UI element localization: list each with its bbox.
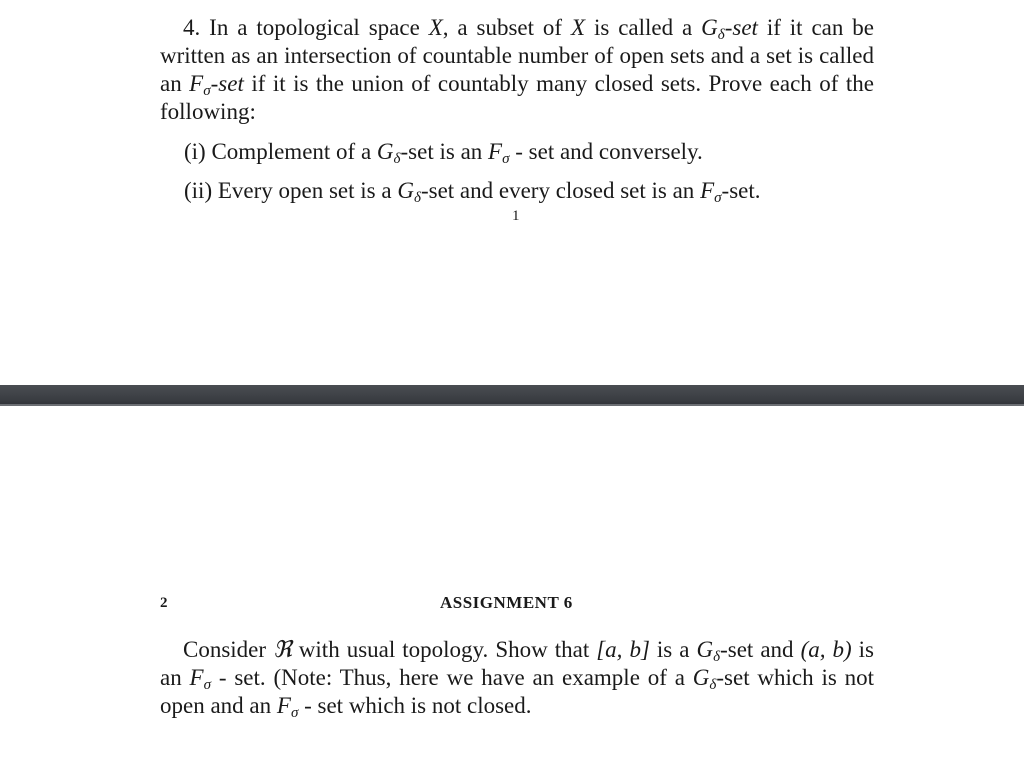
- page-number: 2: [160, 595, 168, 611]
- page-separator: [0, 385, 1024, 406]
- item-label: (ii): [184, 178, 213, 203]
- page-top: [0, 0, 1024, 385]
- assignment-paragraph: Consider ℜ with usual topology. Show that [a, b] is a $G_\delta$-set and (a, b) is an $F_\sigma$ - set. (Note: Thus, here we have an example of a $G_\delta$-set which is not open and an $F_\sigma$ - set which is not closed.: [160, 637, 875, 721]
- item-ii: (ii) Every open set is a $G_\delta$-set and every closed set is an $F_\sigma$-set.: [184, 178, 761, 206]
- problem-4-statement: 4. In a topological space X, a subset of X is called a $G_\delta$-set if it can be written as an intersection of countable number of open sets and a set is called an $F_\sigma$-set if it is the union of countably many closed sets. Prove each of the following:: [160, 15, 874, 124]
- item-label: (i): [184, 139, 206, 164]
- reals-symbol: ℜ: [273, 637, 292, 662]
- item-i: (i) Complement of a $G_\delta$-set is an $F_\sigma$ - set and conversely.: [184, 139, 703, 167]
- running-head: ASSIGNMENT 6: [440, 593, 573, 612]
- page-number: 1: [512, 208, 520, 224]
- page-bottom: [0, 406, 1024, 776]
- problem-number: 4.: [183, 15, 201, 40]
